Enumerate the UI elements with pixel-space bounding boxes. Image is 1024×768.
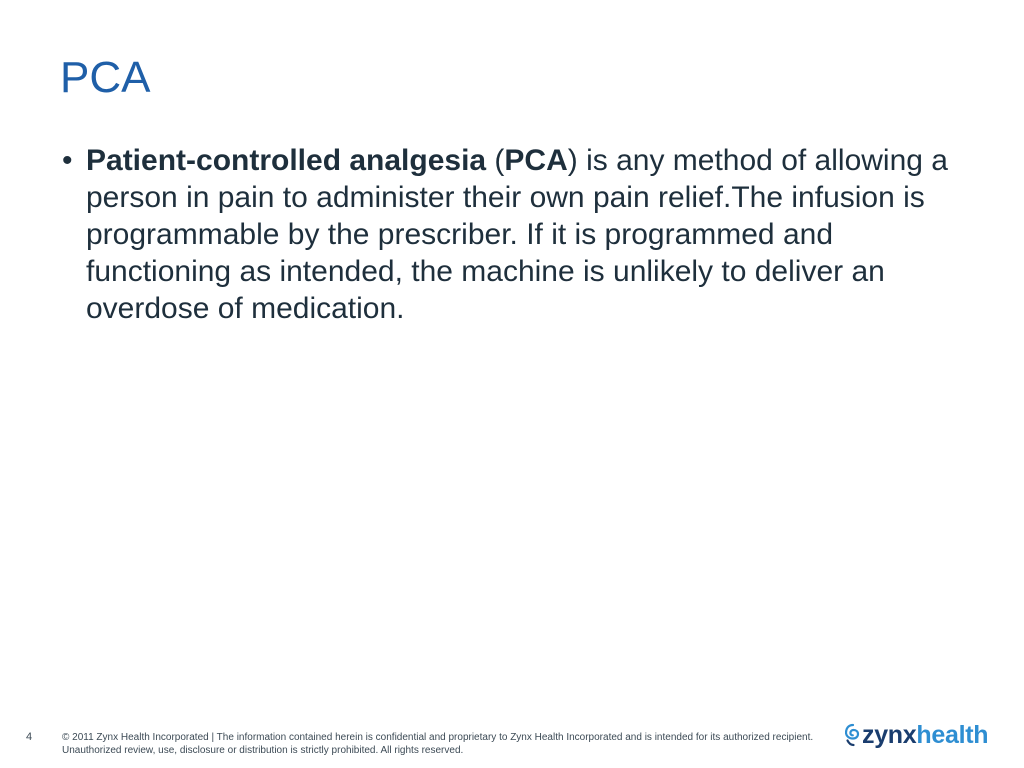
bullet-abbreviation: PCA xyxy=(504,144,568,177)
zynx-swirl-icon xyxy=(845,723,861,747)
bullet-open-paren: ( xyxy=(486,144,505,177)
bullet-dot-icon: • xyxy=(62,144,73,177)
logo-word-zynx: zynx xyxy=(862,721,917,749)
footer-legal-notice: © 2011 Zynx Health Incorporated | The information contained herein is confidential and proprietary to Zynx Health Incorporated and is intended for its authorized recipient. Unauthorized review, use, disclosure or distribution is strictly prohibited. All rights reserved. xyxy=(62,732,814,756)
bullet-text: ) is any method of allowing a person in pain to administer their own pain relief.The infusion is programmable by the prescriber. If it is programmed and functioning as intended, the machine is unlikely to deliver an overdose of medication. xyxy=(86,144,948,325)
logo-word-health: health xyxy=(916,721,989,749)
zynx-health-logo xyxy=(845,718,988,752)
logo-wordmark xyxy=(862,718,988,752)
bullet-item xyxy=(60,142,960,327)
bullet-list xyxy=(60,142,960,327)
page-number: 4 xyxy=(26,731,33,743)
bullet-term: Patient-controlled analgesia xyxy=(86,144,487,177)
slide-title: PCA xyxy=(60,53,151,102)
